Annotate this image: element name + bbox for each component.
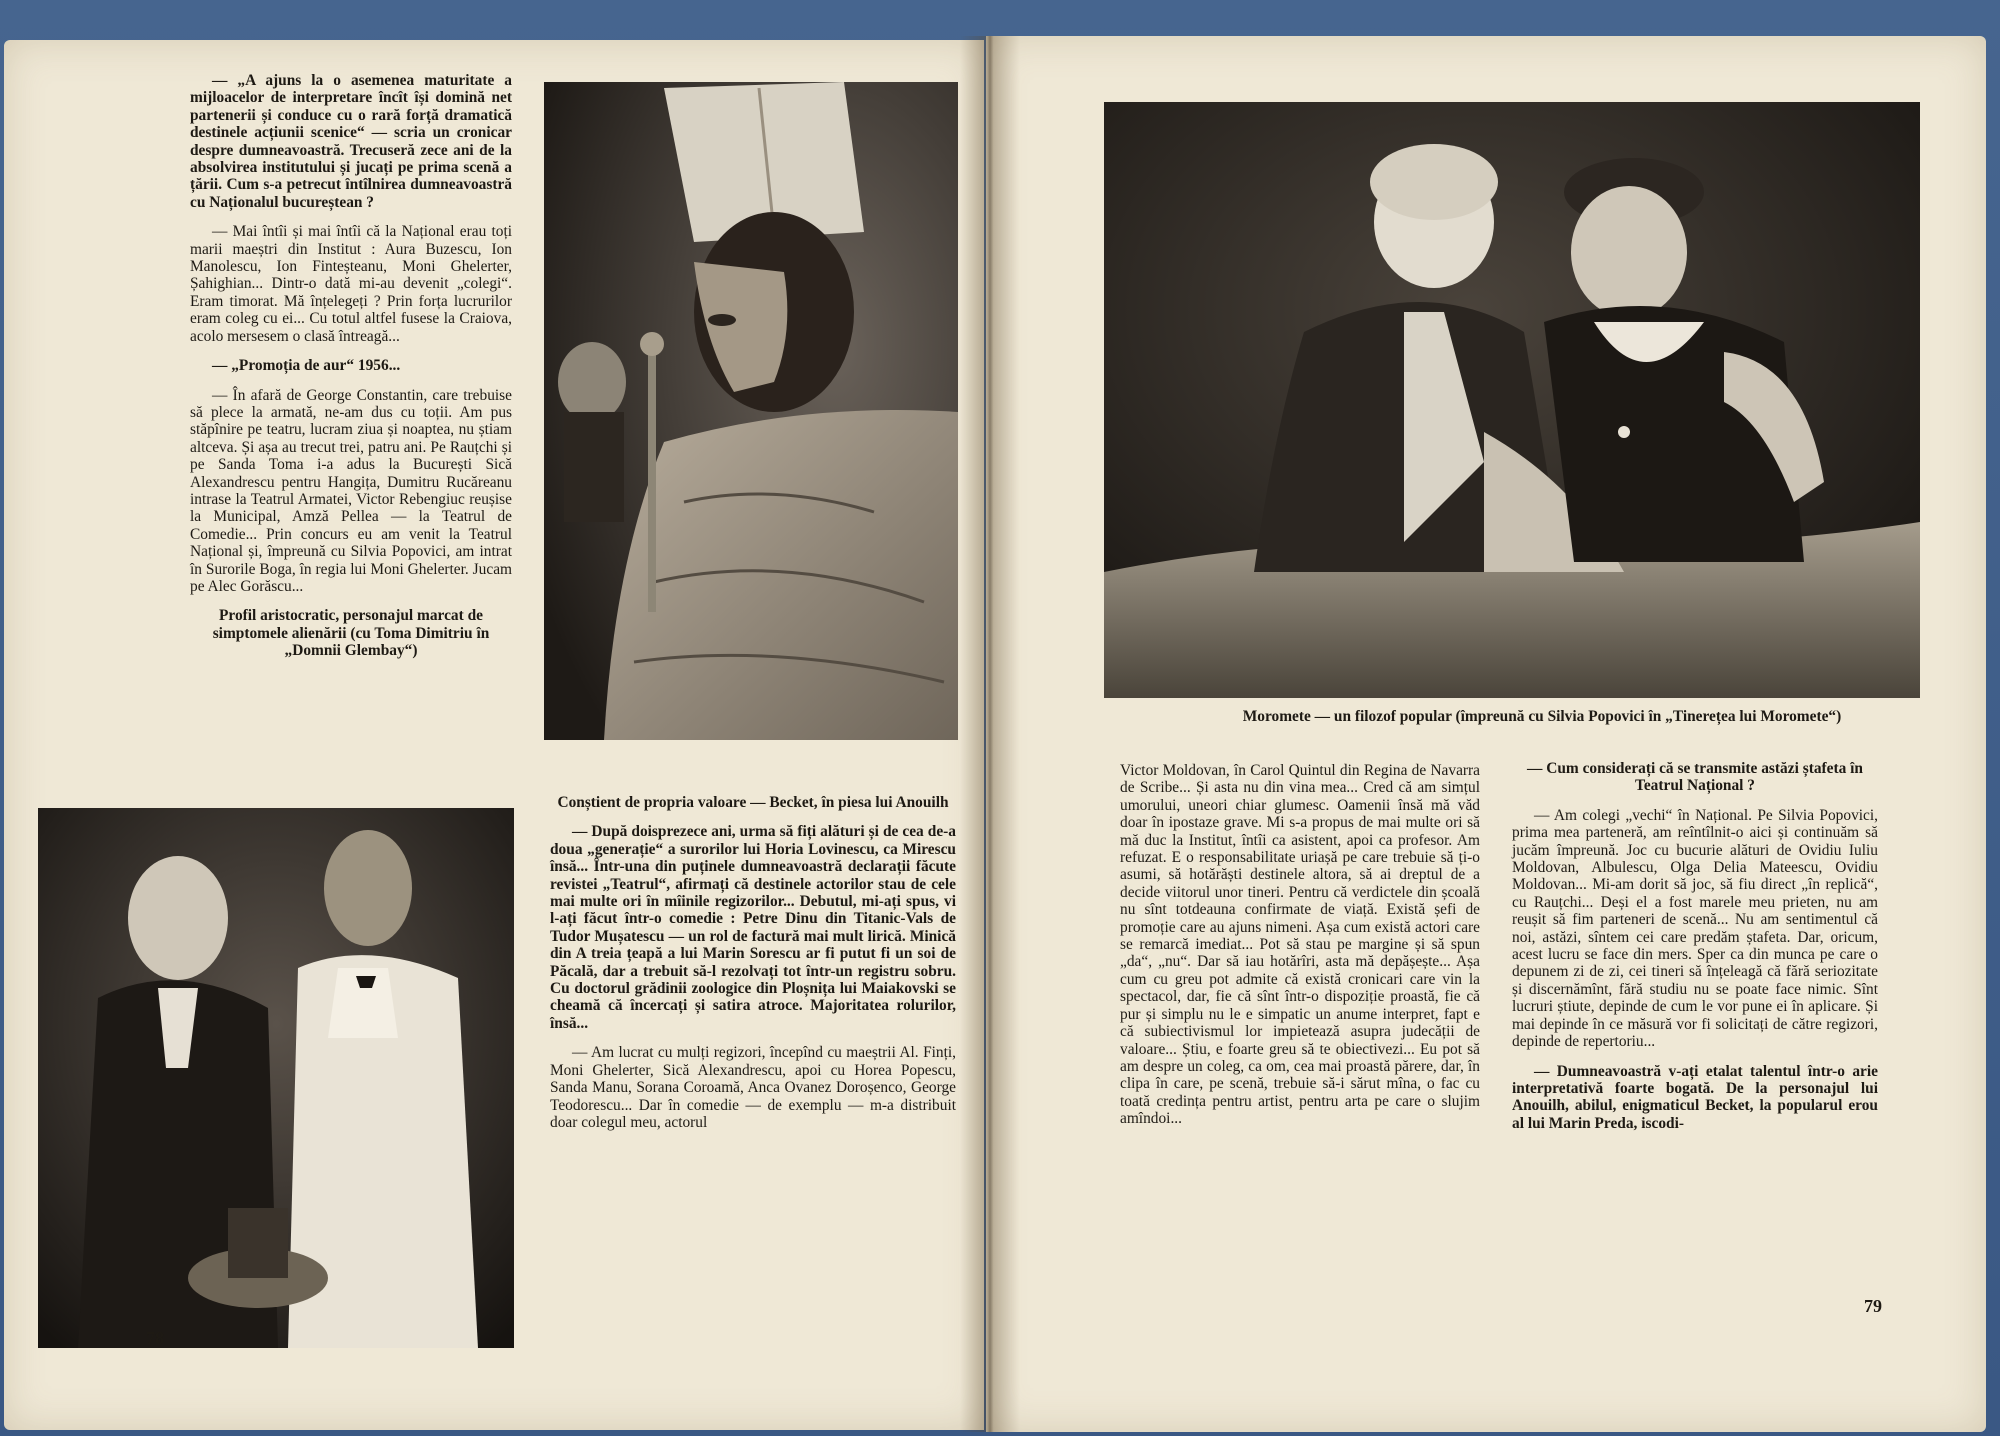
right-column-1 xyxy=(1120,762,1480,1140)
glembay-scene-image xyxy=(38,808,514,1348)
interview-answer: — Am lucrat cu mulți regizori, începînd cu maeștrii Al. Finți, Moni Ghelerter, Sică Alexandrescu, apoi cu Horea Popescu, Sanda Manu, Sorana Coroamă, Anca Ovanez Doroșenco, George Teodorescu... Dar în comedie — de exemplu — m-a distribuit doar colegul meu, actorul xyxy=(550,1044,956,1131)
caption-paragraph: — Cum considerați că se transmite astăzi ștafeta în Teatrul Național ? xyxy=(1527,760,1863,795)
interview-question: — „Promoția de aur“ 1956... xyxy=(212,357,401,375)
interview-answer: — Am colegi „vechi“ în Național. Pe Silvia Popovici, prima mea parteneră, am reîntîlnit-o aici și continuăm să jucăm împreună. Joc cu bucurie alături de Ovidiu Iuliu Moldovan, Albulescu, Olga Delia Mateescu, Ovidiu Moldovan... Mi-am dorit să joc, să fiu direct „în replică“, cu Rauțchi... Deși el a fost marele meu prieten, nu am reușit să fim parteneri de scenă... Nu am sentimentul că noi, astăzi, sîntem cei care predăm ștafeta. Dar, oricum, acest lucru se face din mers. Sper ca din munca pe care o depunem zi de zi, cei tineri să înțeleagă că fără seriozitate și discernămînt, fără studiu nu se poate face nimic. Sînt lucruri știute, depinde de cum le vor pune ei în aplicare. Și mai depinde în ce măsură vor fi solicitați de către regizori, depinde de repertoriu... xyxy=(1512,806,1878,1051)
moromete-scene-image xyxy=(1104,102,1920,698)
becket-photo-caption: Conștient de propria valoare — Becket, în piesa lui Anouilh xyxy=(557,794,949,811)
interview-question: — „A ajuns la o asemenea maturitate a mijloacelor de interpretare încît își domină net partenerii și conduce cu o rară forță dramatică destinele acțiunii scenice“ — scria un cronicar despre dumneavoastră. Trecuseră zece ani de la absolvirea institutului și jucați pe prima scenă a țării. Cum s-a petrecut întîlnirea dumneavoastră cu Naționalul bucureștean ? xyxy=(190,72,512,211)
interview-answer: — În afară de George Constantin, care trebuise să plece la armată, ne-am dus cu toții. Am pus stăpînire pe teatru, lucram ziua și noaptea, nu știam altceva. Și așa au trecut trei, patru ani. Pe Rauțchi și pe Sanda Toma i-a adus la București Sică Alexandrescu pentru Hangița, Dumitru Rucăreanu intrase la Teatrul Armatei, Victor Rebengiuc reușise la Municipal, Amză Pellea — la Teatrul de Comedie... Prin concurs eu am venit la Teatrul Național și, împreună cu Silvia Popovici, am intrat în Surorile Boga, în regia lui Moni Ghelerter. Jucam pe Alec Gorăscu... xyxy=(190,386,512,595)
right-column-2 xyxy=(1512,760,1878,1144)
glembay-two-actors-photo xyxy=(38,808,514,1348)
becket-portrait-image xyxy=(544,82,958,740)
interview-answer: Victor Moldovan, în Carol Quintul din Regina de Navarra de Scribe... Și asta nu din vina mea... Cred că am simțul umorului, uneori chiar glumesc. Oamenii însă mă văd doar în ipostaze grave. Mi s-a propus de mai multe ori să mă duc la Institut, întîi ca asistent, apoi ca profesor. Am refuzat. E o responsabilitate uriașă pe care trebuie să ți-o asumi, să hotărăști destinele altora, să ai dreptul de a decide viitorul unor tineri. Pentru că verdictele din școală nu sînt totdeauna confirmate de viață. Există șefi de promoție care au ajuns nimeni. Așa cum există actori care se remarcă imediat... Pot să stau pe margine și să spun „da“, „nu“. Dar să iau hotărîri, asta mă depășește... Așa cum cu greu pot admite că există cronicari care vin la spectacol, dar, fie că sînt într-o dispoziție proastă, fie că pur și simplu nu le e simpatic un anume interpret, fapt e că subiectivismul lor impietează asupra judecății de valoare... Știu, e foarte greu să te obiectivezi... Eu pot să am despre un coleg, ca om, cea mai proastă părere, dar, în clipa în care, pe scenă, trebuie să-i sărut mîna, o fac cu toată credința pentru artist, pentru arta pe care o slujim amîndoi... xyxy=(1120,762,1480,1128)
interview-answer: — Mai întîi și mai întîi că la Național erau toți marii maeștri din Institut : Aura Buzescu, Ion Manolescu, Ion Finteșteanu, Moni Ghelerter, Șahighian... Dintr-o dată mi-au devenit „colegi“. Eram timorat. Mă înțelegeți ? Prin forța lucrurilor eram coleg cu ei... Cu totul altfel fusese la Craiova, acolo mersesem o clasă întreagă... xyxy=(190,223,512,345)
left-column-2 xyxy=(550,794,956,1143)
moromete-photo-caption: Moromete — un filozof popular (împreună cu Silvia Popovici în „Tinerețea lui Moromete“) xyxy=(1242,708,1842,725)
becket-portrait-photo xyxy=(544,82,958,740)
page-number-left: 78 xyxy=(146,1328,164,1348)
moromete-scene-photo xyxy=(1104,102,1920,698)
book-gutter xyxy=(960,36,1020,1432)
left-column-1 xyxy=(190,72,512,672)
caption-paragraph: Profil aristocratic, personajul marcat de simptomele alienării (cu Toma Dimitriu în „Domnii Glembay“) xyxy=(212,607,490,660)
page-number-right: 79 xyxy=(1864,1296,1882,1316)
interview-question: — După doisprezece ani, urma să fiți alături și de cea de-a doua „generație“ a surorilor lui Horia Lovinescu, ca Mirescu însă... Într-una din puținele dumneavoastră declarații făcute revistei „Teatrul“, afirmați că destinele actorilor stau de cele mai multe ori în mîinile regizorilor... Debutul, mi-ați spus, vi l-ați făcut într-o comedie : Petre Dinu din Titanic-Vals de Tudor Mușatescu — un rol de factură mai mult lirică. Minică din A treia țeapă a lui Marin Sorescu ar fi putut fi un soi de Păcală, dar a trebuit să-l rezolvați tot într-un registru sobru. Cu doctorul grădinii zoologice din Ploșnița lui Maiakovski se cheamă că încercați și satira atroce. Majoritatea rolurilor, însă... xyxy=(550,823,956,1032)
right-page xyxy=(986,36,1986,1432)
interview-question: — Dumneavoastră v-ați etalat talentul într-o arie interpretativă foarte bogată. De la personajul lui Anouilh, abilul, enigmaticul Becket, la popularul erou al lui Marin Preda, iscodi- xyxy=(1512,1062,1878,1132)
left-page xyxy=(4,40,984,1430)
